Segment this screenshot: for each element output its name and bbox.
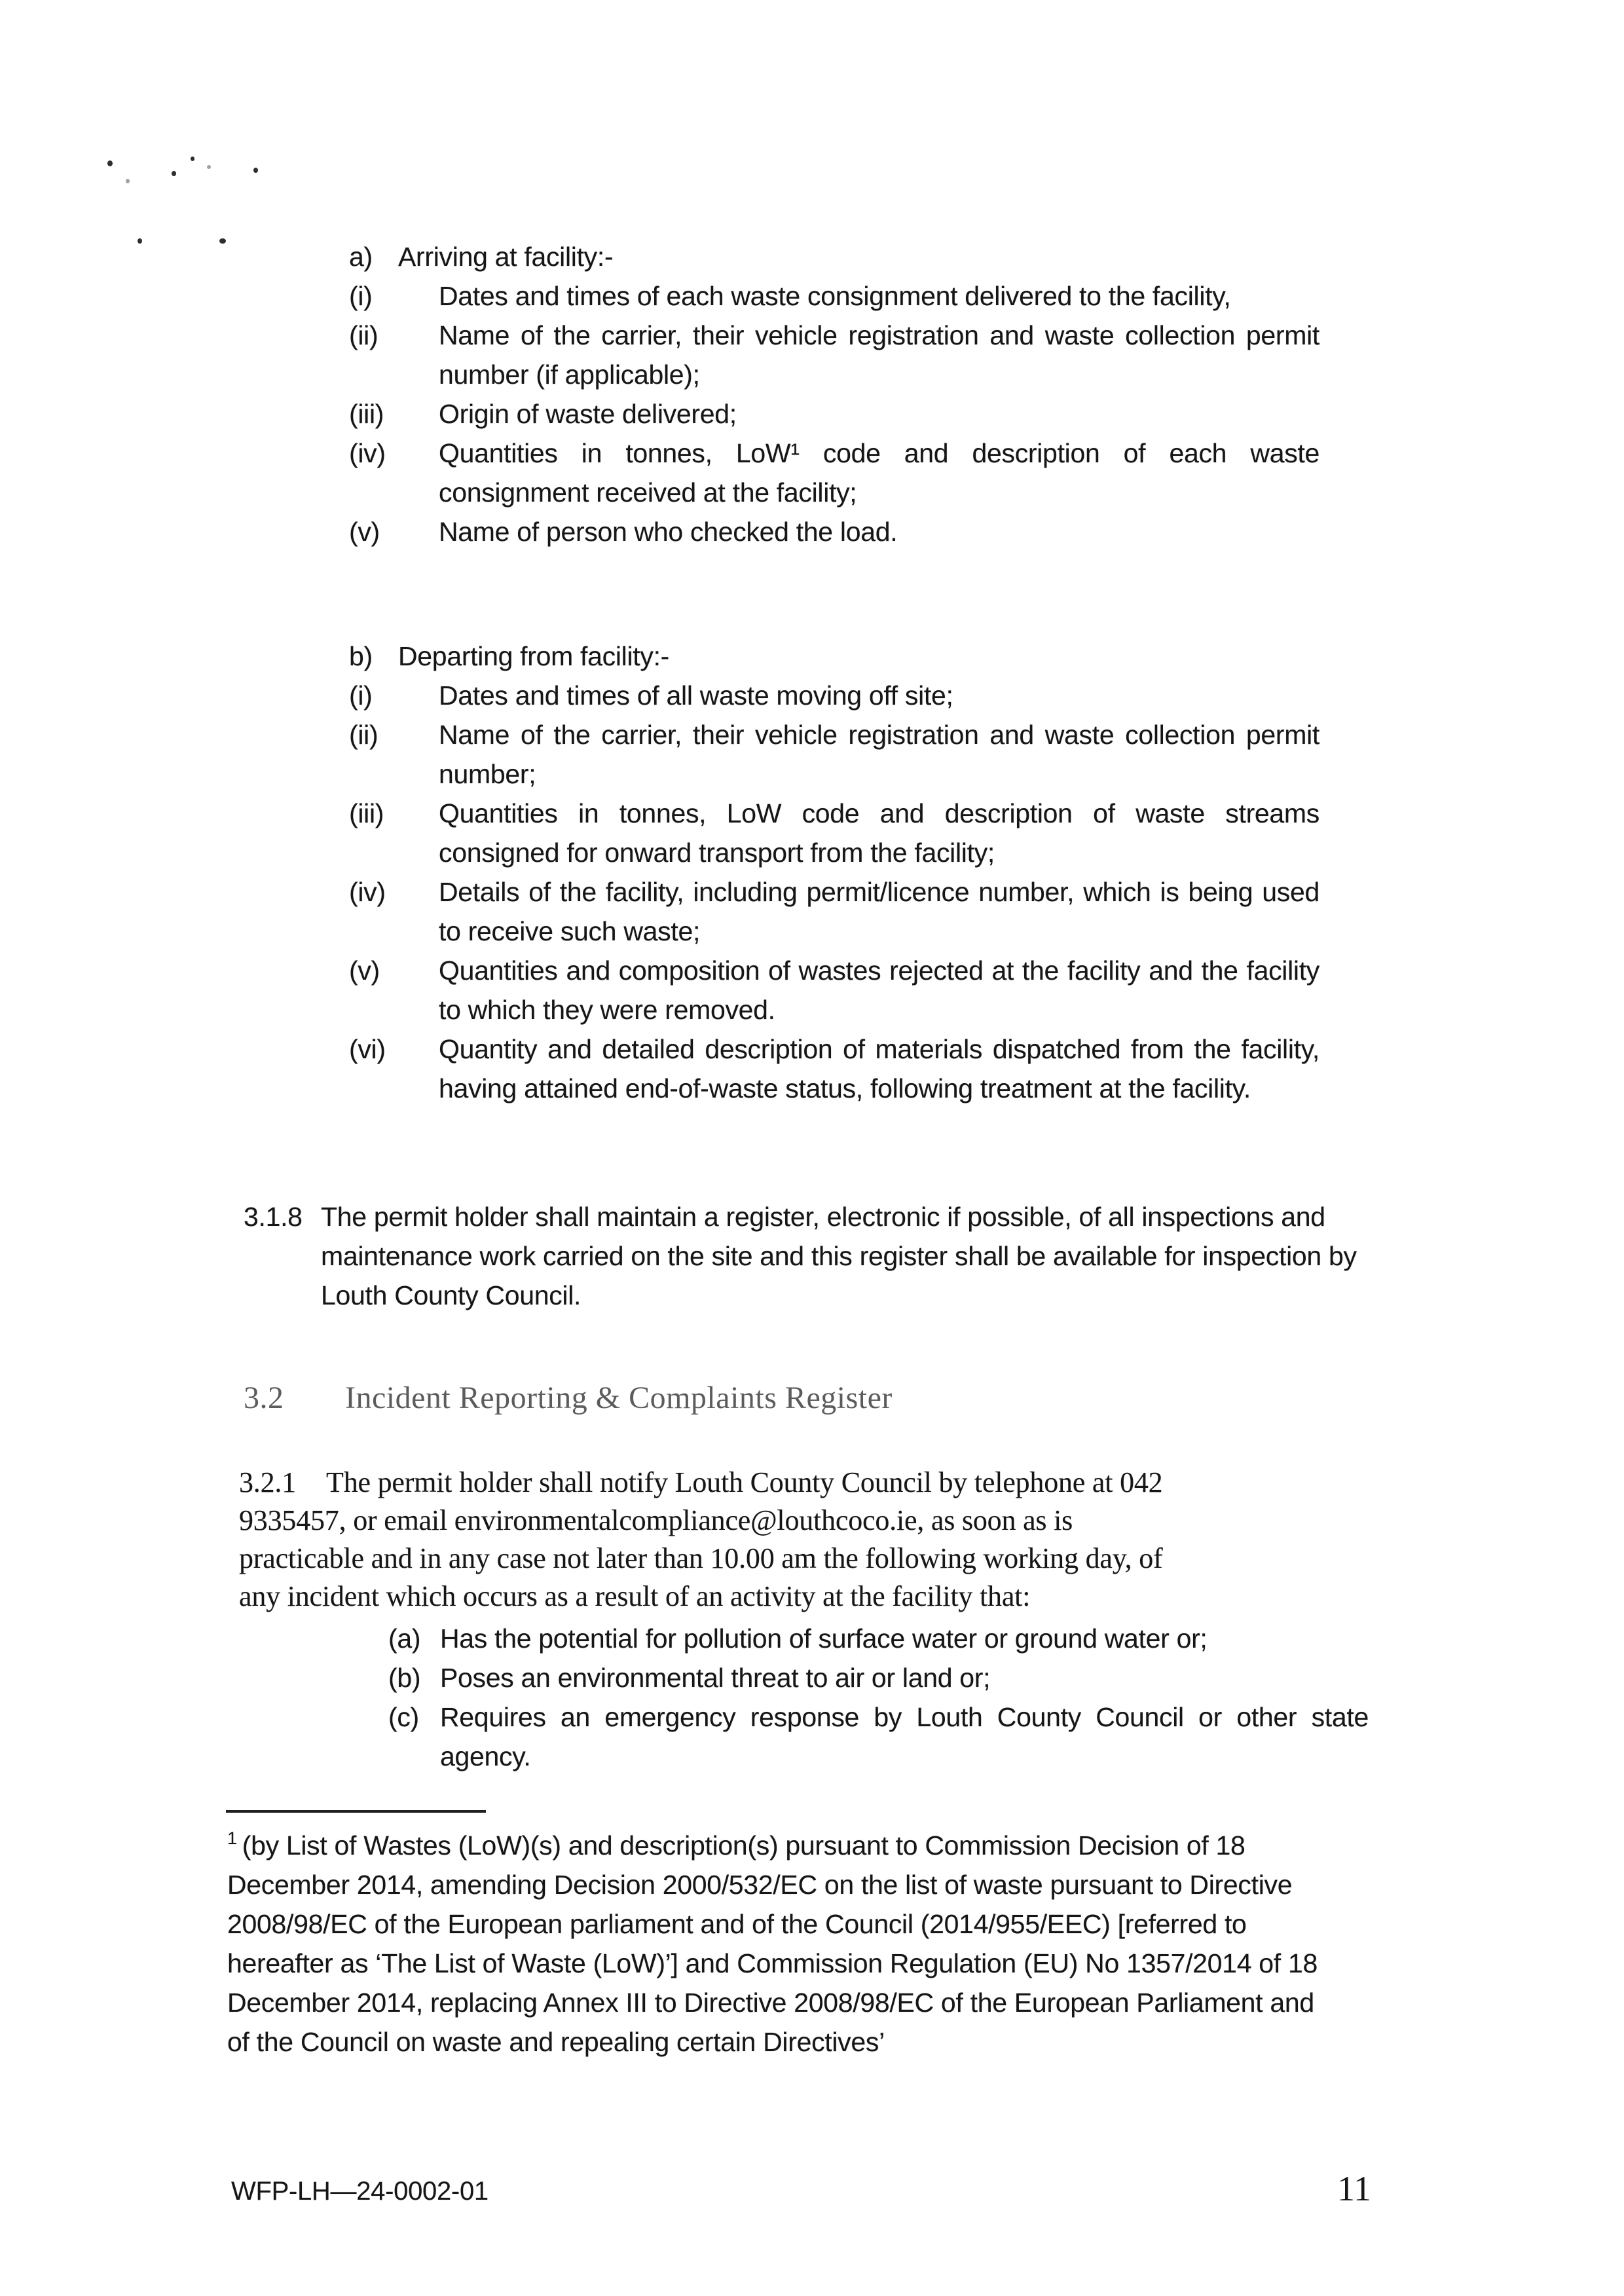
section-a-list (349, 237, 1369, 551)
heading-number: 3.2 (244, 1380, 284, 1415)
item-text: Name of person who checked the load. (439, 517, 898, 547)
item-marker: (b) (388, 1663, 421, 1693)
list-item (349, 872, 1369, 951)
item-text: Quantities in tonnes, LoW code and description of waste streams consigned for onward transport from the facility; (439, 798, 1320, 868)
clause-number: 3.1.8 (244, 1202, 303, 1232)
scan-speckle (172, 171, 176, 176)
item-marker: (v) (349, 517, 380, 547)
clause-number: 3.2.1 (239, 1466, 297, 1498)
footer-reference: WFP-LH—24-0002-01 (231, 2177, 489, 2206)
clause-3-2-1 (239, 1464, 1198, 1616)
clause-text: The permit holder shall maintain a register, electronic if possible, of all inspections and maintenance work carried on the site and this register shall be available for inspection by Louth County Council. (321, 1202, 1357, 1310)
list-item (349, 276, 1369, 316)
item-marker: (iii) (349, 798, 384, 828)
item-text: Origin of waste delivered; (439, 399, 737, 429)
list-item-heading (349, 637, 1369, 676)
scan-speckle (107, 160, 113, 166)
scan-speckle (126, 179, 130, 183)
list-item (349, 512, 1369, 551)
item-text: Dates and times of each waste consignment delivered to the facility, (439, 281, 1231, 311)
item-marker: (vi) (349, 1034, 386, 1064)
heading-title: Incident Reporting & Complaints Register (345, 1380, 893, 1415)
scan-speckle (207, 165, 211, 169)
scan-speckle (191, 157, 194, 161)
scan-speckle (253, 168, 258, 173)
item-marker: (ii) (349, 320, 378, 350)
footnote-rule (226, 1810, 486, 1813)
item-text: Name of the carrier, their vehicle registration and waste collection permit number (if applicable); (439, 320, 1320, 390)
item-text: Name of the carrier, their vehicle registration and waste collection permit number; (439, 720, 1320, 789)
list-item (349, 676, 1369, 715)
item-text: Quantities and composition of wastes rejected at the facility and the facility to which they were removed. (439, 955, 1320, 1025)
list-item (349, 394, 1369, 434)
list-item (388, 1697, 1369, 1776)
item-marker: (ii) (349, 720, 378, 750)
list-item (349, 794, 1369, 872)
item-marker: (v) (349, 955, 380, 986)
list-item (349, 951, 1369, 1029)
item-title: Arriving at facility:- (398, 242, 614, 272)
list-item (349, 316, 1369, 394)
item-marker: b) (349, 641, 373, 671)
section-b-list (349, 637, 1369, 1108)
list-item (349, 1029, 1369, 1108)
list-item-heading (349, 237, 1369, 276)
item-marker: a) (349, 242, 373, 272)
list-item (349, 715, 1369, 794)
scan-speckle (219, 238, 226, 244)
scan-speckle (138, 238, 142, 244)
clause-3-2-1-sublist (388, 1619, 1369, 1776)
item-text: Quantity and detailed description of materials dispatched from the facility, having attained end-of-waste status, following treatment at the facility. (439, 1034, 1320, 1103)
item-text: Has the potential for pollution of surface water or ground water or; (440, 1623, 1208, 1654)
page-number: 11 (1337, 2169, 1371, 2208)
clause-3-1-8 (244, 1197, 1369, 1315)
footnote-text: (by List of Wastes (LoW)(s) and description(s) pursuant to Commission Decision of 18 December 2014, amending Decision 2000/532/EC on the list of waste pursuant to Directive 2008/98/EC of the European parliament and of the Council (2014/955/EEC) [referred to hereafter as ‘The List of Waste (LoW)’] and Commission Regulation (EU) No 1357/2014 of 18 December 2014, replacing Annex III to Directive 2008/98/EC of the European Parliament and of the Council on waste and repealing certain Directives’ (227, 1830, 1318, 2057)
item-marker: (iv) (349, 438, 386, 468)
item-text: Quantities in tonnes, LoW¹ code and description of each waste consignment received at the facility; (439, 438, 1320, 508)
list-item (388, 1619, 1369, 1658)
list-item (349, 434, 1369, 512)
item-marker: (c) (388, 1702, 419, 1732)
item-title: Departing from facility:- (398, 641, 670, 671)
footnote-marker: 1 (227, 1828, 237, 1848)
item-text: Requires an emergency response by Louth County Council or other state agency. (440, 1702, 1369, 1771)
item-text: Details of the facility, including permit/licence number, which is being used to receive such waste; (439, 877, 1320, 946)
item-marker: (iii) (349, 399, 384, 429)
section-heading-3-2 (244, 1379, 1488, 1418)
item-marker: (a) (388, 1623, 421, 1654)
item-marker: (i) (349, 680, 373, 711)
item-text: Dates and times of all waste moving off site; (439, 680, 953, 711)
item-marker: (i) (349, 281, 373, 311)
clause-text: The permit holder shall notify Louth County Council by telephone at 042 9335457, or email environmentalcompliance@louthcoco.ie, as soon as is practicable and in any case not later than 10.00 am the following working day, of any incident which occurs as a result of an activity at the facility that: (239, 1466, 1163, 1612)
footnote (227, 1819, 1340, 2062)
list-item (388, 1658, 1369, 1697)
item-marker: (iv) (349, 877, 386, 907)
item-text: Poses an environmental threat to air or land or; (440, 1663, 991, 1693)
